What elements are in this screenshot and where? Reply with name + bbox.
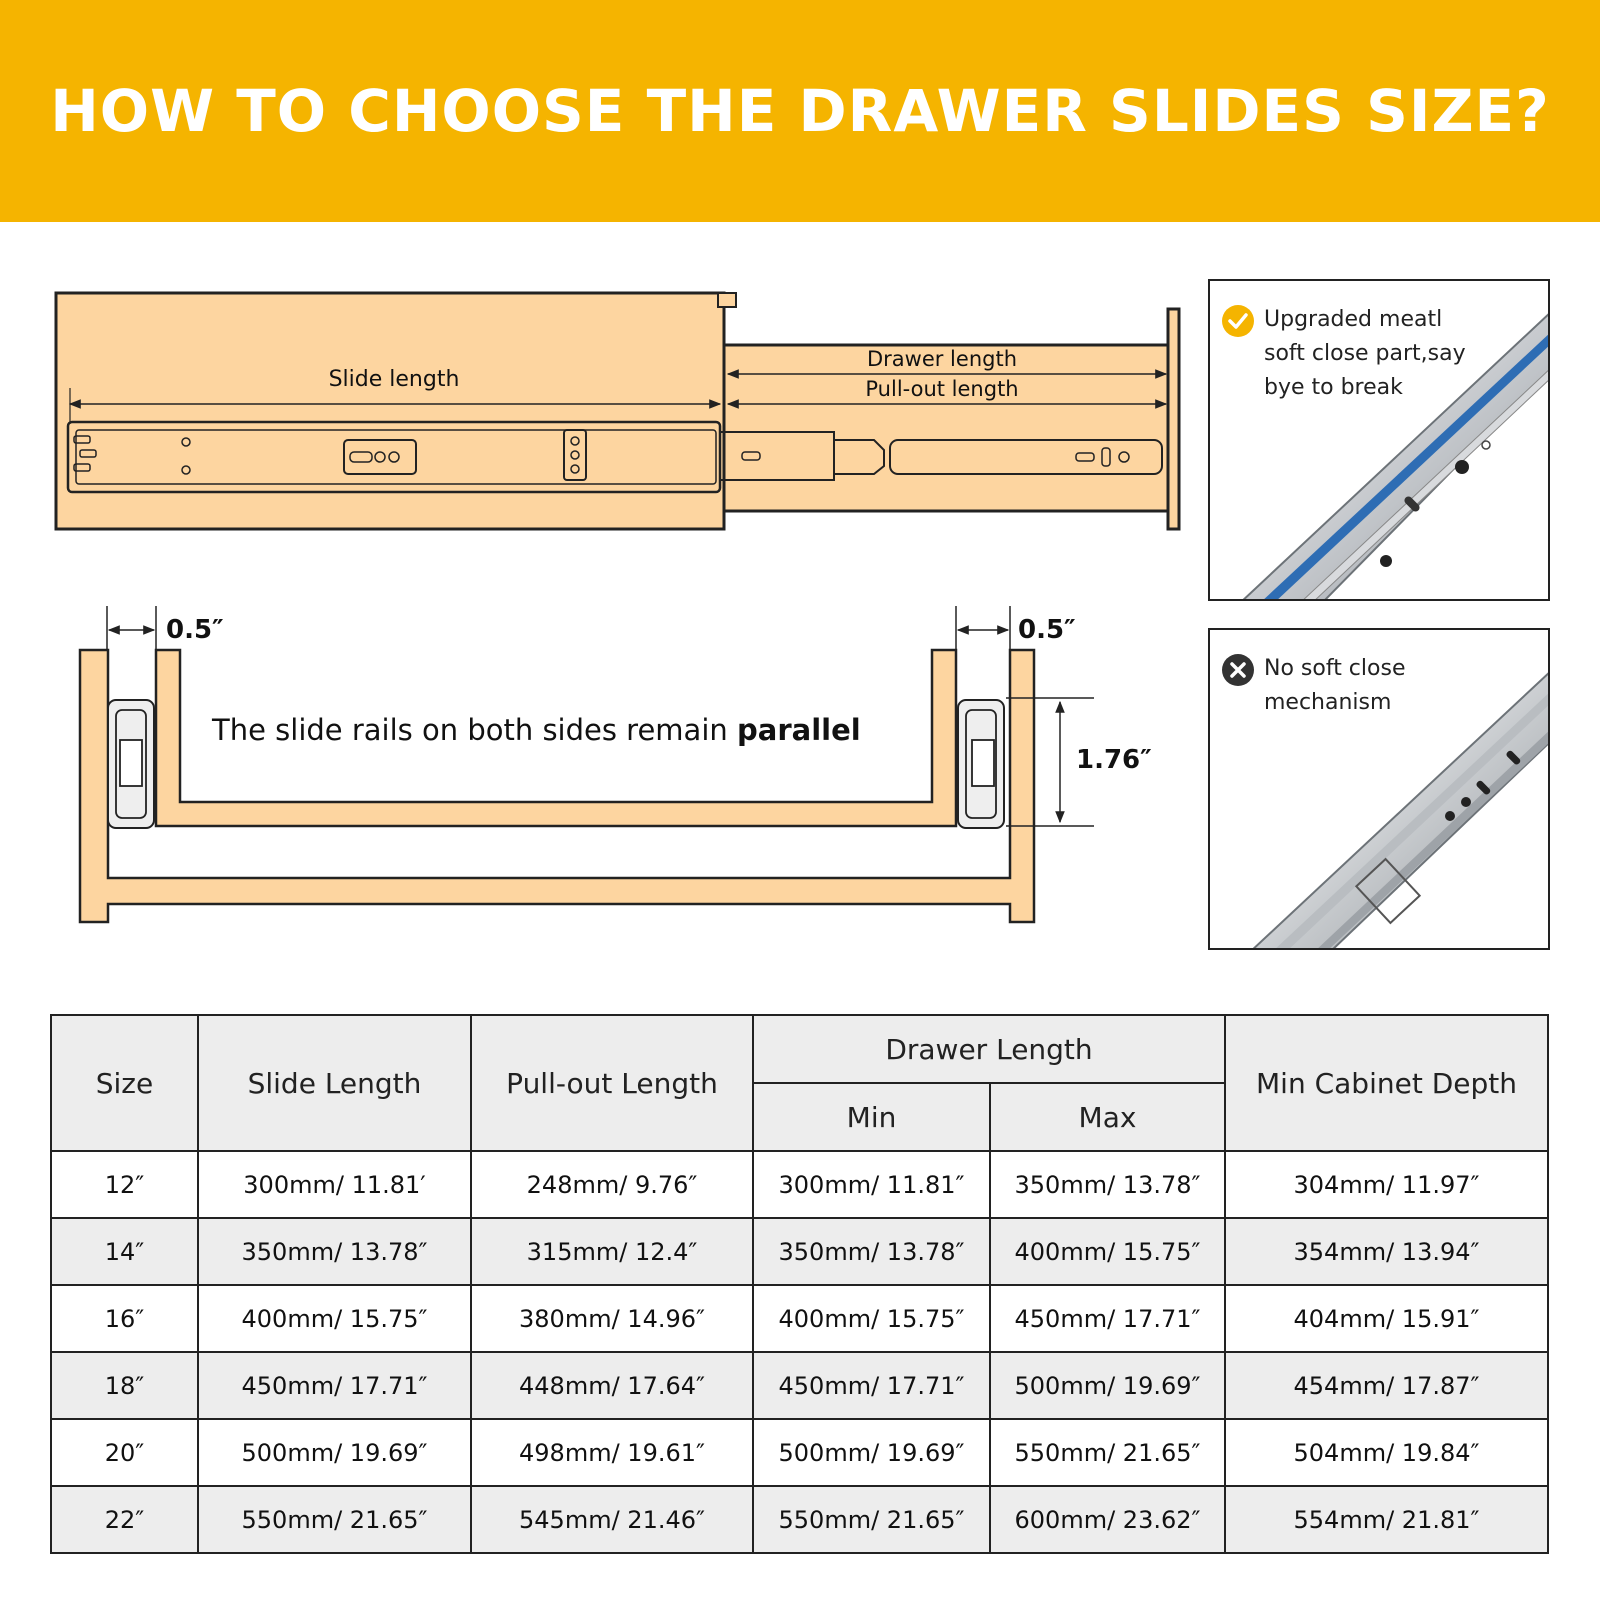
cell-max: 500mm/ 19.69″: [990, 1352, 1225, 1419]
cell-slide: 350mm/ 13.78″: [198, 1218, 471, 1285]
cell-pullout: 545mm/ 21.46″: [471, 1486, 753, 1553]
header-drawer-length: Drawer Length: [753, 1015, 1225, 1083]
cell-size: 12″: [51, 1151, 198, 1218]
page-title: HOW TO CHOOSE THE DRAWER SLIDES SIZE?: [50, 77, 1550, 145]
header-max: Max: [990, 1083, 1225, 1151]
cell-max: 350mm/ 13.78″: [990, 1151, 1225, 1218]
right-gap-label: 0.5″: [1018, 615, 1076, 645]
cabinet-side-panel: [56, 293, 724, 529]
cell-size: 18″: [51, 1352, 198, 1419]
cell-depth: 554mm/ 21.81″: [1225, 1486, 1548, 1553]
header-size: Size: [51, 1015, 198, 1151]
header-min: Min: [753, 1083, 990, 1151]
table-row: [51, 1486, 1548, 1553]
cell-min: 550mm/ 21.65″: [753, 1486, 990, 1553]
cell-depth: 304mm/ 11.97″: [1225, 1151, 1548, 1218]
cell-max: 600mm/ 23.62″: [990, 1486, 1225, 1553]
cell-slide: 450mm/ 17.71″: [198, 1352, 471, 1419]
cell-slide: 300mm/ 11.81′: [198, 1151, 471, 1218]
header-slide-length: Slide Length: [198, 1015, 471, 1151]
side-view: [56, 293, 1179, 529]
soft-close-card: [1208, 279, 1550, 601]
table-row: [51, 1419, 1548, 1486]
cell-slide: 550mm/ 21.65″: [198, 1486, 471, 1553]
cell-min: 300mm/ 11.81″: [753, 1151, 990, 1218]
cell-max: 550mm/ 21.65″: [990, 1419, 1225, 1486]
cell-pullout: 380mm/ 14.96″: [471, 1285, 753, 1352]
cross-icon: [1222, 654, 1254, 686]
cell-depth: 454mm/ 17.87″: [1225, 1352, 1548, 1419]
cell-pullout: 248mm/ 9.76″: [471, 1151, 753, 1218]
size-table: [50, 1014, 1549, 1554]
cell-size: 16″: [51, 1285, 198, 1352]
cell-depth: 504mm/ 19.84″: [1225, 1419, 1548, 1486]
cell-slide: 500mm/ 19.69″: [198, 1419, 471, 1486]
table-row: [51, 1352, 1548, 1419]
left-gap-label: 0.5″: [166, 615, 224, 645]
no-soft-close-card: [1208, 628, 1550, 950]
front-view: [80, 606, 1152, 922]
cell-pullout: 315mm/ 12.4″: [471, 1218, 753, 1285]
cell-size: 20″: [51, 1419, 198, 1486]
cell-min: 500mm/ 19.69″: [753, 1419, 990, 1486]
right-slide-profile: [958, 700, 1004, 828]
cabinet-section: [80, 650, 1034, 922]
height-label: 1.76″: [1076, 745, 1152, 775]
slide-length-label: Slide length: [328, 367, 460, 392]
no-soft-close-description: No soft close mechanism: [1264, 656, 1406, 715]
pullout-length-label: Pull-out length: [865, 377, 1019, 401]
parallel-caption: The slide rails on both sides remain parallel: [212, 713, 861, 747]
cell-depth: 354mm/ 13.94″: [1225, 1218, 1548, 1285]
cell-depth: 404mm/ 15.91″: [1225, 1285, 1548, 1352]
header-pullout-length: Pull-out Length: [471, 1015, 753, 1151]
cell-min: 400mm/ 15.75″: [753, 1285, 990, 1352]
cell-min: 350mm/ 13.78″: [753, 1218, 990, 1285]
cell-max: 450mm/ 17.71″: [990, 1285, 1225, 1352]
table-row: [51, 1285, 1548, 1352]
soft-close-description: Upgraded meatl soft close part,say bye to break: [1264, 307, 1466, 400]
left-slide-profile: [108, 700, 154, 828]
cell-size: 14″: [51, 1218, 198, 1285]
cabinet-top-lip: [718, 293, 736, 307]
table-row: [51, 1218, 1548, 1285]
drawer-front-panel: [1168, 309, 1179, 529]
cell-pullout: 448mm/ 17.64″: [471, 1352, 753, 1419]
check-icon: [1222, 305, 1254, 337]
cell-slide: 400mm/ 15.75″: [198, 1285, 471, 1352]
drawer-length-label: Drawer length: [866, 347, 1018, 371]
table-row: [51, 1151, 1548, 1218]
cell-min: 450mm/ 17.71″: [753, 1352, 990, 1419]
cell-pullout: 498mm/ 19.61″: [471, 1419, 753, 1486]
cell-size: 22″: [51, 1486, 198, 1553]
header-min-cabinet-depth: Min Cabinet Depth: [1225, 1015, 1548, 1151]
cell-max: 400mm/ 15.75″: [990, 1218, 1225, 1285]
